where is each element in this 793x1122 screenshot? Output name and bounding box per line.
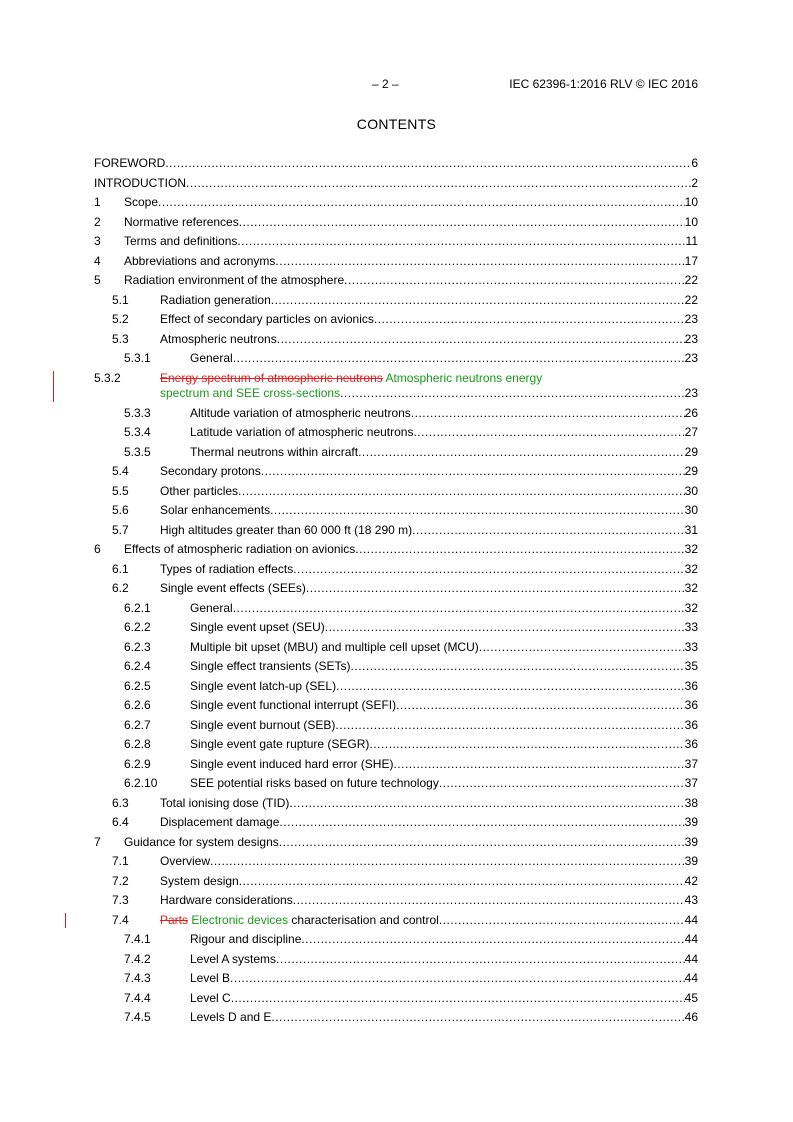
leader-dots [358, 443, 685, 463]
toc-entry[interactable] [94, 423, 698, 443]
toc-entry[interactable] [94, 232, 698, 252]
toc-page-number: 37 [684, 776, 698, 790]
toc-page-number: 45 [684, 990, 698, 1005]
toc-page-number: 23 [684, 351, 698, 365]
toc-entry-title: Atmospheric neutrons [160, 331, 277, 346]
toc-entry[interactable] [94, 599, 698, 619]
toc-entry[interactable] [94, 638, 698, 658]
leader-dots [351, 657, 685, 677]
toc-entry-title: Altitude variation of atmospheric neutrons [190, 405, 411, 420]
toc-entry[interactable] [94, 950, 698, 970]
toc-page-number: 10 [684, 195, 698, 209]
leader-dots [279, 833, 685, 853]
toc-entry-number: 5.3.1 [124, 351, 151, 365]
leader-dots [335, 716, 684, 736]
toc-page-number: 27 [684, 425, 698, 439]
toc-entry[interactable] [94, 193, 698, 213]
toc-entry-title: Terms and definitions [124, 234, 238, 248]
toc-entry[interactable] [94, 969, 698, 989]
toc-page-number: 32 [684, 581, 698, 595]
toc-entry-title: Multiple bit upset (MBU) and multiple cell upset (MCU) [190, 639, 479, 654]
toc-entry-title: Single effect transients (SETs) [190, 659, 351, 673]
toc-entry[interactable] [94, 677, 698, 697]
toc-entry-number: 7.2 [112, 873, 129, 888]
toc-page-number: 39 [684, 834, 698, 849]
toc-entry-number: 7.4.2 [124, 951, 151, 966]
toc-page-number: 44 [684, 932, 698, 946]
toc-entry-title: SEE potential risks based on future technology [190, 776, 439, 790]
leader-dots [276, 950, 685, 970]
toc-page-number: 42 [684, 873, 698, 888]
toc-entry-number: 5.1 [112, 292, 129, 307]
toc-entry-title: System design [160, 873, 239, 888]
toc-entry[interactable] [94, 252, 698, 272]
toc-entry-number: 5.6 [112, 503, 129, 517]
leader-dots [393, 755, 684, 775]
toc-page-number: 22 [684, 273, 698, 287]
toc-entry[interactable] [94, 174, 698, 194]
toc-entry-number: 6.2.6 [124, 698, 151, 712]
toc-page-number: 23 [684, 385, 698, 400]
toc-entry[interactable] [94, 501, 698, 521]
toc-entry-number: 2 [94, 214, 101, 229]
leader-dots [325, 618, 685, 638]
toc-entry-number: 1 [94, 195, 101, 209]
toc-entry-number: 6.2.1 [124, 600, 151, 615]
leader-dots [233, 349, 685, 369]
leader-dots [275, 252, 684, 272]
leader-dots [289, 794, 684, 814]
toc-entry-title: Single event gate rupture (SEGR) [190, 737, 370, 751]
leader-dots [336, 677, 685, 697]
toc-entry-title: Levels D and E [190, 1010, 272, 1024]
toc-entry-number: 6.2.5 [124, 678, 151, 693]
leader-dots [158, 193, 685, 213]
toc-entry-title: Abbreviations and acronyms [124, 253, 276, 268]
table-of-contents [94, 154, 698, 1028]
toc-entry-title: Level C [190, 990, 231, 1005]
leader-dots [231, 989, 685, 1009]
leader-dots [230, 969, 685, 989]
leader-dots [293, 560, 684, 580]
toc-entry-number: 7.1 [112, 854, 129, 868]
toc-entry-title: Radiation generation [160, 292, 271, 307]
leader-dots [306, 579, 685, 599]
toc-entry-number: 6.3 [112, 795, 129, 810]
page-title: CONTENTS [356, 116, 437, 132]
toc-entry[interactable] [94, 521, 698, 541]
toc-entry-number: 7.4 [112, 912, 129, 927]
deleted-text: Parts [160, 912, 189, 927]
toc-page-number: 6 [691, 156, 698, 170]
toc-entry-number: 5.5 [112, 483, 129, 498]
toc-entry-title: Single event induced hard error (SHE) [190, 756, 394, 771]
toc-entry-number: 5.3.2 [94, 370, 121, 385]
toc-page-number: 29 [684, 444, 698, 459]
toc-entry-number: 7.4.4 [124, 990, 151, 1005]
toc-page-number: 44 [684, 912, 698, 927]
toc-entry[interactable] [94, 833, 698, 853]
toc-entry[interactable] [94, 930, 698, 950]
toc-entry-title: Single event latch-up (SEL) [190, 678, 337, 693]
leader-dots [411, 404, 685, 424]
leader-dots [210, 852, 685, 872]
toc-entry[interactable] [94, 735, 698, 755]
toc-entry-number: 7 [94, 834, 101, 849]
leader-dots [479, 638, 685, 658]
toc-entry-title: Scope [124, 195, 159, 209]
leader-dots [412, 521, 684, 541]
toc-entry-number: 6.2.2 [124, 620, 151, 634]
toc-page-number: 23 [684, 331, 698, 346]
toc-entry[interactable] [94, 291, 698, 311]
toc-entry-number: 6.2.10 [124, 776, 158, 790]
toc-page-number: 2 [691, 175, 698, 190]
toc-entry-title: Radiation environment of the atmosphere [124, 273, 345, 287]
toc-entry-number: 5 [94, 273, 101, 287]
toc-entry[interactable] [94, 852, 698, 872]
toc-entry-title: Effect of secondary particles on avionics [160, 312, 374, 326]
leader-dots [301, 930, 684, 950]
toc-entry[interactable] [94, 755, 698, 775]
leader-dots [233, 599, 685, 619]
leader-dots [374, 310, 685, 330]
toc-entry-number: 6.2.7 [124, 717, 151, 732]
toc-entry[interactable] [94, 696, 698, 716]
leader-dots [340, 386, 685, 401]
toc-entry-number: 7.3 [112, 893, 129, 907]
leader-dots [277, 330, 685, 350]
toc-page-number: 11 [685, 234, 698, 248]
toc-page-number: 43 [684, 893, 698, 907]
toc-entry[interactable] [94, 349, 698, 369]
toc-entry-title: Secondary protons [160, 464, 261, 478]
inserted-text: spectrum and SEE cross-sections [160, 385, 341, 400]
toc-entry-title: Single event functional interrupt (SEFI) [190, 698, 397, 712]
leader-dots [271, 1008, 684, 1028]
leader-dots [293, 891, 685, 911]
toc-entry-title: Thermal neutrons within aircraft [190, 444, 359, 459]
leader-dots [279, 813, 684, 833]
toc-page-number: 23 [684, 312, 698, 326]
toc-page-number: 32 [684, 600, 698, 615]
toc-entry-title: Normative references [124, 214, 239, 229]
toc-entry[interactable] [94, 911, 698, 931]
toc-entry-number: 6.1 [112, 561, 129, 576]
leader-dots [413, 423, 684, 443]
page-number: – 2 – [372, 77, 399, 91]
toc-page-number: 31 [684, 522, 698, 537]
toc-entry[interactable] [94, 154, 698, 174]
toc-page-number: 44 [684, 951, 698, 966]
toc-entry-number: 5.3.5 [124, 444, 151, 459]
toc-entry-number: 6.2.3 [124, 639, 151, 654]
leader-dots [355, 540, 684, 560]
toc-entry-title: Types of radiation effects [160, 561, 294, 576]
toc-entry-title: Latitude variation of atmospheric neutrons [190, 425, 414, 439]
toc-entry-number: 6.2.8 [124, 737, 151, 751]
toc-entry-title: Single event upset (SEU) [190, 620, 325, 634]
toc-page-number: 29 [684, 464, 698, 478]
toc-entry-title: Guidance for system designs [124, 834, 279, 849]
leader-dots [439, 911, 685, 931]
leader-dots [369, 735, 684, 755]
leader-dots [396, 696, 685, 716]
toc-entry-title: Total ionising dose (TID) [160, 795, 290, 810]
toc-page-number: 36 [684, 717, 698, 732]
toc-page-number: 30 [684, 483, 698, 498]
toc-entry[interactable] [94, 462, 698, 482]
toc-page-number: 36 [684, 737, 698, 751]
toc-page-number: 38 [684, 795, 698, 810]
leader-dots [271, 291, 685, 311]
toc-entry-number: 4 [94, 253, 101, 268]
toc-entry-number: 6.2 [112, 581, 129, 595]
toc-page-number: 17 [684, 253, 698, 268]
toc-entry[interactable] [94, 213, 698, 233]
toc-page-number: 22 [684, 292, 698, 307]
toc-entry[interactable] [94, 404, 698, 424]
toc-page-number: 36 [684, 678, 698, 693]
toc-page-number: 37 [684, 756, 698, 771]
toc-entry-title: FOREWORD [94, 156, 166, 170]
toc-entry-title: Rigour and discipline [190, 932, 302, 946]
toc-entry[interactable] [94, 989, 698, 1009]
leader-dots [186, 174, 691, 194]
toc-entry-number: 3 [94, 234, 101, 248]
toc-entry-number: 5.3.3 [124, 405, 151, 420]
standard-reference: IEC 62396-1:2016 RLV © IEC 2016 [509, 77, 698, 91]
leader-dots [237, 232, 685, 252]
unchanged-text: characterisation and control [291, 912, 439, 927]
toc-page-number: 35 [684, 659, 698, 673]
leader-dots [270, 501, 685, 521]
toc-entry-number: 5.3.4 [124, 425, 151, 439]
toc-entry[interactable] [94, 560, 698, 580]
toc-page-number: 33 [684, 620, 698, 634]
toc-entry[interactable] [94, 482, 698, 502]
toc-entry-number: 5.3 [112, 331, 129, 346]
toc-page-number: 46 [684, 1010, 698, 1024]
toc-entry-number: 7.4.1 [124, 932, 151, 946]
toc-entry-title: Single event effects (SEEs) [160, 581, 306, 595]
toc-entry[interactable] [94, 1008, 698, 1028]
toc-entry-title: Hardware considerations [160, 893, 293, 907]
toc-entry[interactable] [94, 774, 698, 794]
toc-entry-title: General [190, 600, 233, 615]
leader-dots [344, 271, 685, 291]
toc-entry-number: 5.2 [112, 312, 129, 326]
toc-entry[interactable] [94, 813, 698, 833]
toc-entry-number: 5.7 [112, 522, 129, 537]
leader-dots [239, 213, 685, 233]
toc-entry-title: Level B [190, 971, 231, 985]
leader-dots [261, 462, 685, 482]
toc-entry-title: Displacement damage [160, 815, 280, 829]
toc-entry-number: 7.4.3 [124, 971, 151, 985]
toc-entry-number: 7.4.5 [124, 1010, 151, 1024]
toc-entry[interactable] [94, 369, 698, 404]
toc-entry-title: Overview [160, 854, 211, 868]
toc-entry-title: Solar enhancements [160, 503, 271, 517]
toc-entry[interactable] [94, 271, 698, 291]
toc-entry-title: General [190, 351, 233, 365]
toc-entry-number: 6.2.4 [124, 659, 151, 673]
toc-entry-number: 6.2.9 [124, 756, 151, 771]
toc-page-number: 39 [684, 815, 698, 829]
toc-page-number: 32 [684, 542, 698, 556]
toc-page-number: 33 [684, 639, 698, 654]
inserted-text: Electronic devices [191, 912, 289, 927]
deleted-text: Energy spectrum of atmospheric neutrons [160, 370, 383, 385]
toc-entry[interactable] [94, 794, 698, 814]
toc-entry[interactable] [94, 443, 698, 463]
toc-entry-title-line-2 [160, 386, 698, 401]
toc-page-number: 44 [684, 971, 698, 985]
toc-entry-number: 5.4 [112, 464, 129, 478]
toc-entry[interactable] [94, 618, 698, 638]
toc-entry[interactable] [94, 310, 698, 330]
toc-entry-number: 6.4 [112, 815, 129, 829]
toc-entry[interactable] [94, 330, 698, 350]
change-bar [65, 913, 66, 929]
leader-dots [439, 774, 685, 794]
toc-entry-title: Single event burnout (SEB) [190, 717, 336, 732]
toc-entry-number: 6 [94, 542, 101, 556]
toc-entry-title: INTRODUCTION [94, 175, 186, 190]
change-bar [53, 371, 54, 402]
toc-entry[interactable] [94, 540, 698, 560]
toc-page-number: 30 [684, 503, 698, 517]
toc-entry-title: High altitudes greater than 60 000 ft (18 290 m) [160, 522, 413, 537]
toc-entry[interactable] [94, 716, 698, 736]
leader-dots [239, 872, 685, 892]
toc-entry[interactable] [94, 579, 698, 599]
inserted-text: Atmospheric neutrons energy [385, 370, 543, 385]
toc-entry[interactable] [94, 872, 698, 892]
leader-dots [238, 482, 685, 502]
toc-entry[interactable] [94, 891, 698, 911]
toc-entry-title: Effects of atmospheric radiation on avionics [124, 542, 356, 556]
toc-entry[interactable] [94, 657, 698, 677]
toc-page-number: 26 [684, 405, 698, 420]
toc-entry-title: Other particles [160, 483, 239, 498]
toc-entry-title: Level A systems [190, 951, 277, 966]
toc-page-number: 39 [684, 854, 698, 868]
toc-entry-title [160, 911, 439, 931]
toc-entry-title-line-1 [160, 371, 698, 386]
toc-page-number: 36 [684, 698, 698, 712]
toc-page-number: 10 [684, 214, 698, 229]
leader-dots [165, 154, 691, 174]
toc-page-number: 32 [684, 561, 698, 576]
